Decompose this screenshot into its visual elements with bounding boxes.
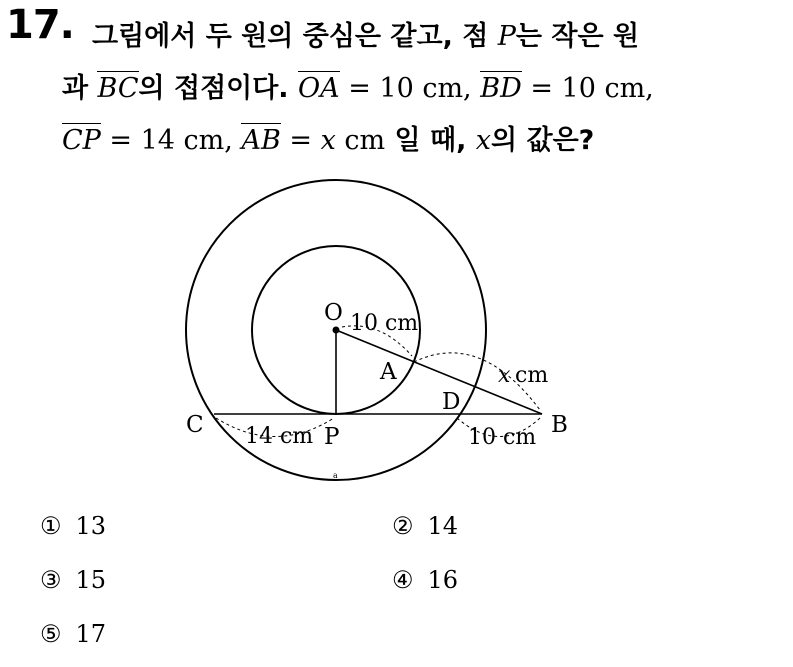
choice-2[interactable] [392, 512, 458, 540]
x-variable: x [475, 125, 491, 156]
cp-length: = 14 cm, [100, 125, 242, 156]
choice-1-mark: ① [40, 512, 62, 540]
choice-5-value: 17 [75, 620, 107, 648]
oa-length: = 10 cm, [339, 73, 481, 104]
question-text: 의 값은? [491, 125, 595, 156]
choice-3[interactable] [40, 566, 106, 594]
length-x-unit: cm [515, 363, 549, 388]
ab-unit: cm [335, 125, 386, 156]
choice-3-value: 15 [75, 566, 107, 594]
length-x-variable: x [498, 363, 511, 388]
question-text: 의 접점이다. [138, 73, 298, 104]
label-c: C [186, 412, 204, 438]
question-text: 일 때, [385, 125, 476, 156]
choice-4-value: 16 [427, 566, 459, 594]
question-text: 는 작은 원 [515, 21, 640, 52]
choice-5[interactable] [40, 620, 106, 648]
label-p: P [324, 424, 340, 450]
choice-1-value: 13 [75, 512, 107, 540]
length-db-label: 10 cm [468, 425, 537, 450]
bd-length: = 10 cm, [521, 73, 654, 104]
segment-bd-symbol: BD [480, 73, 522, 104]
center-point [333, 327, 340, 334]
length-oa-label: 10 cm [350, 311, 419, 336]
length-cp-label: 14 cm [245, 424, 314, 449]
question-text: 그림에서 두 원의 중심은 같고, 점 [92, 21, 498, 52]
choice-1[interactable] [40, 512, 106, 540]
small-mark: a [333, 471, 338, 480]
segment-oa-symbol: OA [297, 73, 340, 104]
label-d: D [442, 389, 461, 415]
segment-bc-symbol: BC [97, 73, 139, 104]
choice-4[interactable] [392, 566, 458, 594]
segment-ob [336, 330, 542, 414]
problem-number: 17. [6, 2, 74, 48]
segment-cp-symbol: CP [62, 125, 101, 156]
choice-3-mark: ③ [40, 566, 62, 594]
point-p-symbol: P [497, 21, 516, 52]
choice-5-mark: ⑤ [40, 620, 62, 648]
x-variable: x [320, 125, 336, 156]
label-b: B [551, 412, 568, 438]
label-o: O [324, 300, 343, 326]
question-text: 과 [62, 73, 98, 104]
segment-ab-symbol: AB [241, 125, 281, 156]
choice-4-mark: ④ [392, 566, 414, 594]
ab-equals: = [280, 125, 321, 156]
choice-2-mark: ② [392, 512, 414, 540]
label-a: A [380, 359, 397, 385]
choice-2-value: 14 [427, 512, 459, 540]
